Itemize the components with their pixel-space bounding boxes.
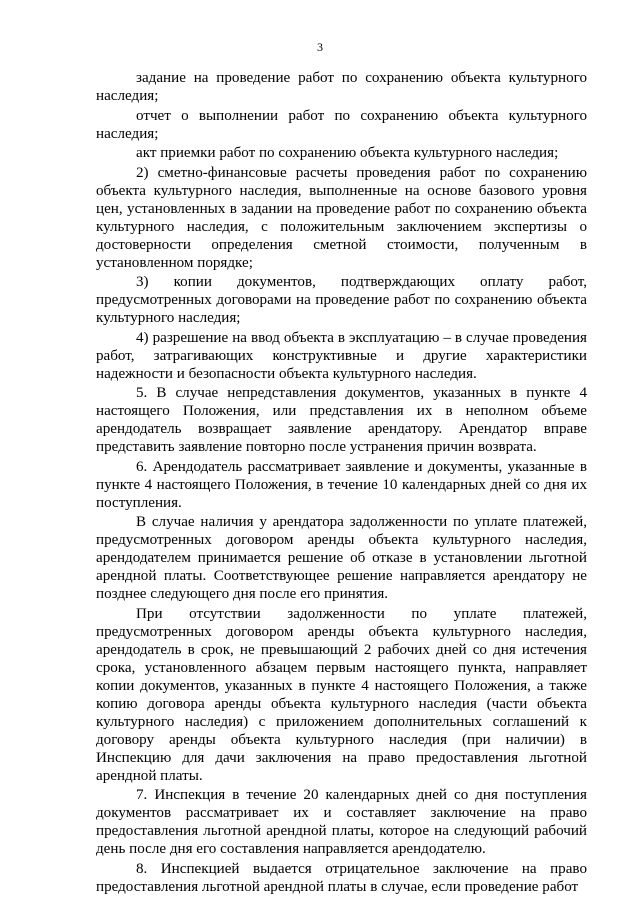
paragraph-item-2-estimates: 2) сметно-финансовые расчеты проведения работ по сохранению объекта культурного наследия, выполненные на основе базового уровня цен, установленных в задании на проведение работ по сохранению объекта культурного наследия, с положительным заключением экспертизы о достоверности определения сметной стоимости, полученным в установленном порядке; [96, 164, 587, 271]
document-body [96, 69, 587, 896]
paragraph-acceptance-act: акт приемки работ по сохранению объекта культурного наследия; [136, 145, 559, 161]
paragraph-clause-6: 6. Арендодатель рассматривает заявление и документы, указанные в пункте 4 настоящего Положения, в течение 10 календарных дней со дня их поступления. [96, 458, 587, 511]
paragraph-task: задание на проведение работ по сохранению объекта культурного наследия; [96, 70, 587, 104]
paragraph-clause-7: 7. Инспекция в течение 20 календарных дней со дня поступления документов рассматривает их и составляет заключение на право предоставления льготной арендной платы, которое на следующий рабочий день после дня его составления направляется арендодателю. [96, 787, 587, 857]
page-number: 3 [317, 40, 323, 54]
paragraph-item-4-commissioning-permit: 4) разрешение на ввод объекта в эксплуатацию – в случае проведения работ, затрагивающих конструктивные и другие характеристики надежности и безопасности объекта культурного наследия. [96, 329, 587, 382]
paragraph-clause-5: 5. В случае непредставления документов, указанных в пункте 4 настоящего Положения, или представления их в неполном объеме арендодатель возвращает заявление арендатору. Арендатор вправе представить заявление повторно после устранения причин возврата. [96, 385, 587, 455]
paragraph-report: отчет о выполнении работ по сохранению объекта культурного наследия; [96, 107, 587, 142]
paragraph-clause-8: 8. Инспекцией выдается отрицательное заключение на право предоставления льготной арендной платы в случае, если проведение работ [96, 860, 587, 895]
paragraph-debt-refusal: В случае наличия у арендатора задолженности по уплате платежей, предусмотренных договором аренды объекта культурного наследия, арендодателем принимается решение об отказе в установлении льготной арендной платы. Соответствующее решение направляется арендатору не позднее следующего дня после его принятия. [96, 514, 587, 602]
paragraph-item-3-payment-copies: 3) копии документов, подтверждающих оплату работ, предусмотренных договорами на проведение работ по сохранению объекта культурного наследия; [96, 274, 587, 326]
paragraph-no-debt-forwarding: При отсутствии задолженности по уплате платежей, предусмотренных договором аренды объекта культурного наследия, арендодатель в срок, не превышающий 2 рабочих дней со дня истечения срока, установленного абзацем первым настоящего пункта, направляет копии документов, указанных в пункте 4 настоящего Положения, а также копию договора аренды объекта культурного наследия (части объекта культурного наследия) с приложением дополнительных соглашений к договору аренды объекта культурного наследия (при наличии) в Инспекцию для дачи заключения на право предоставления льготной арендной платы. [96, 605, 587, 784]
